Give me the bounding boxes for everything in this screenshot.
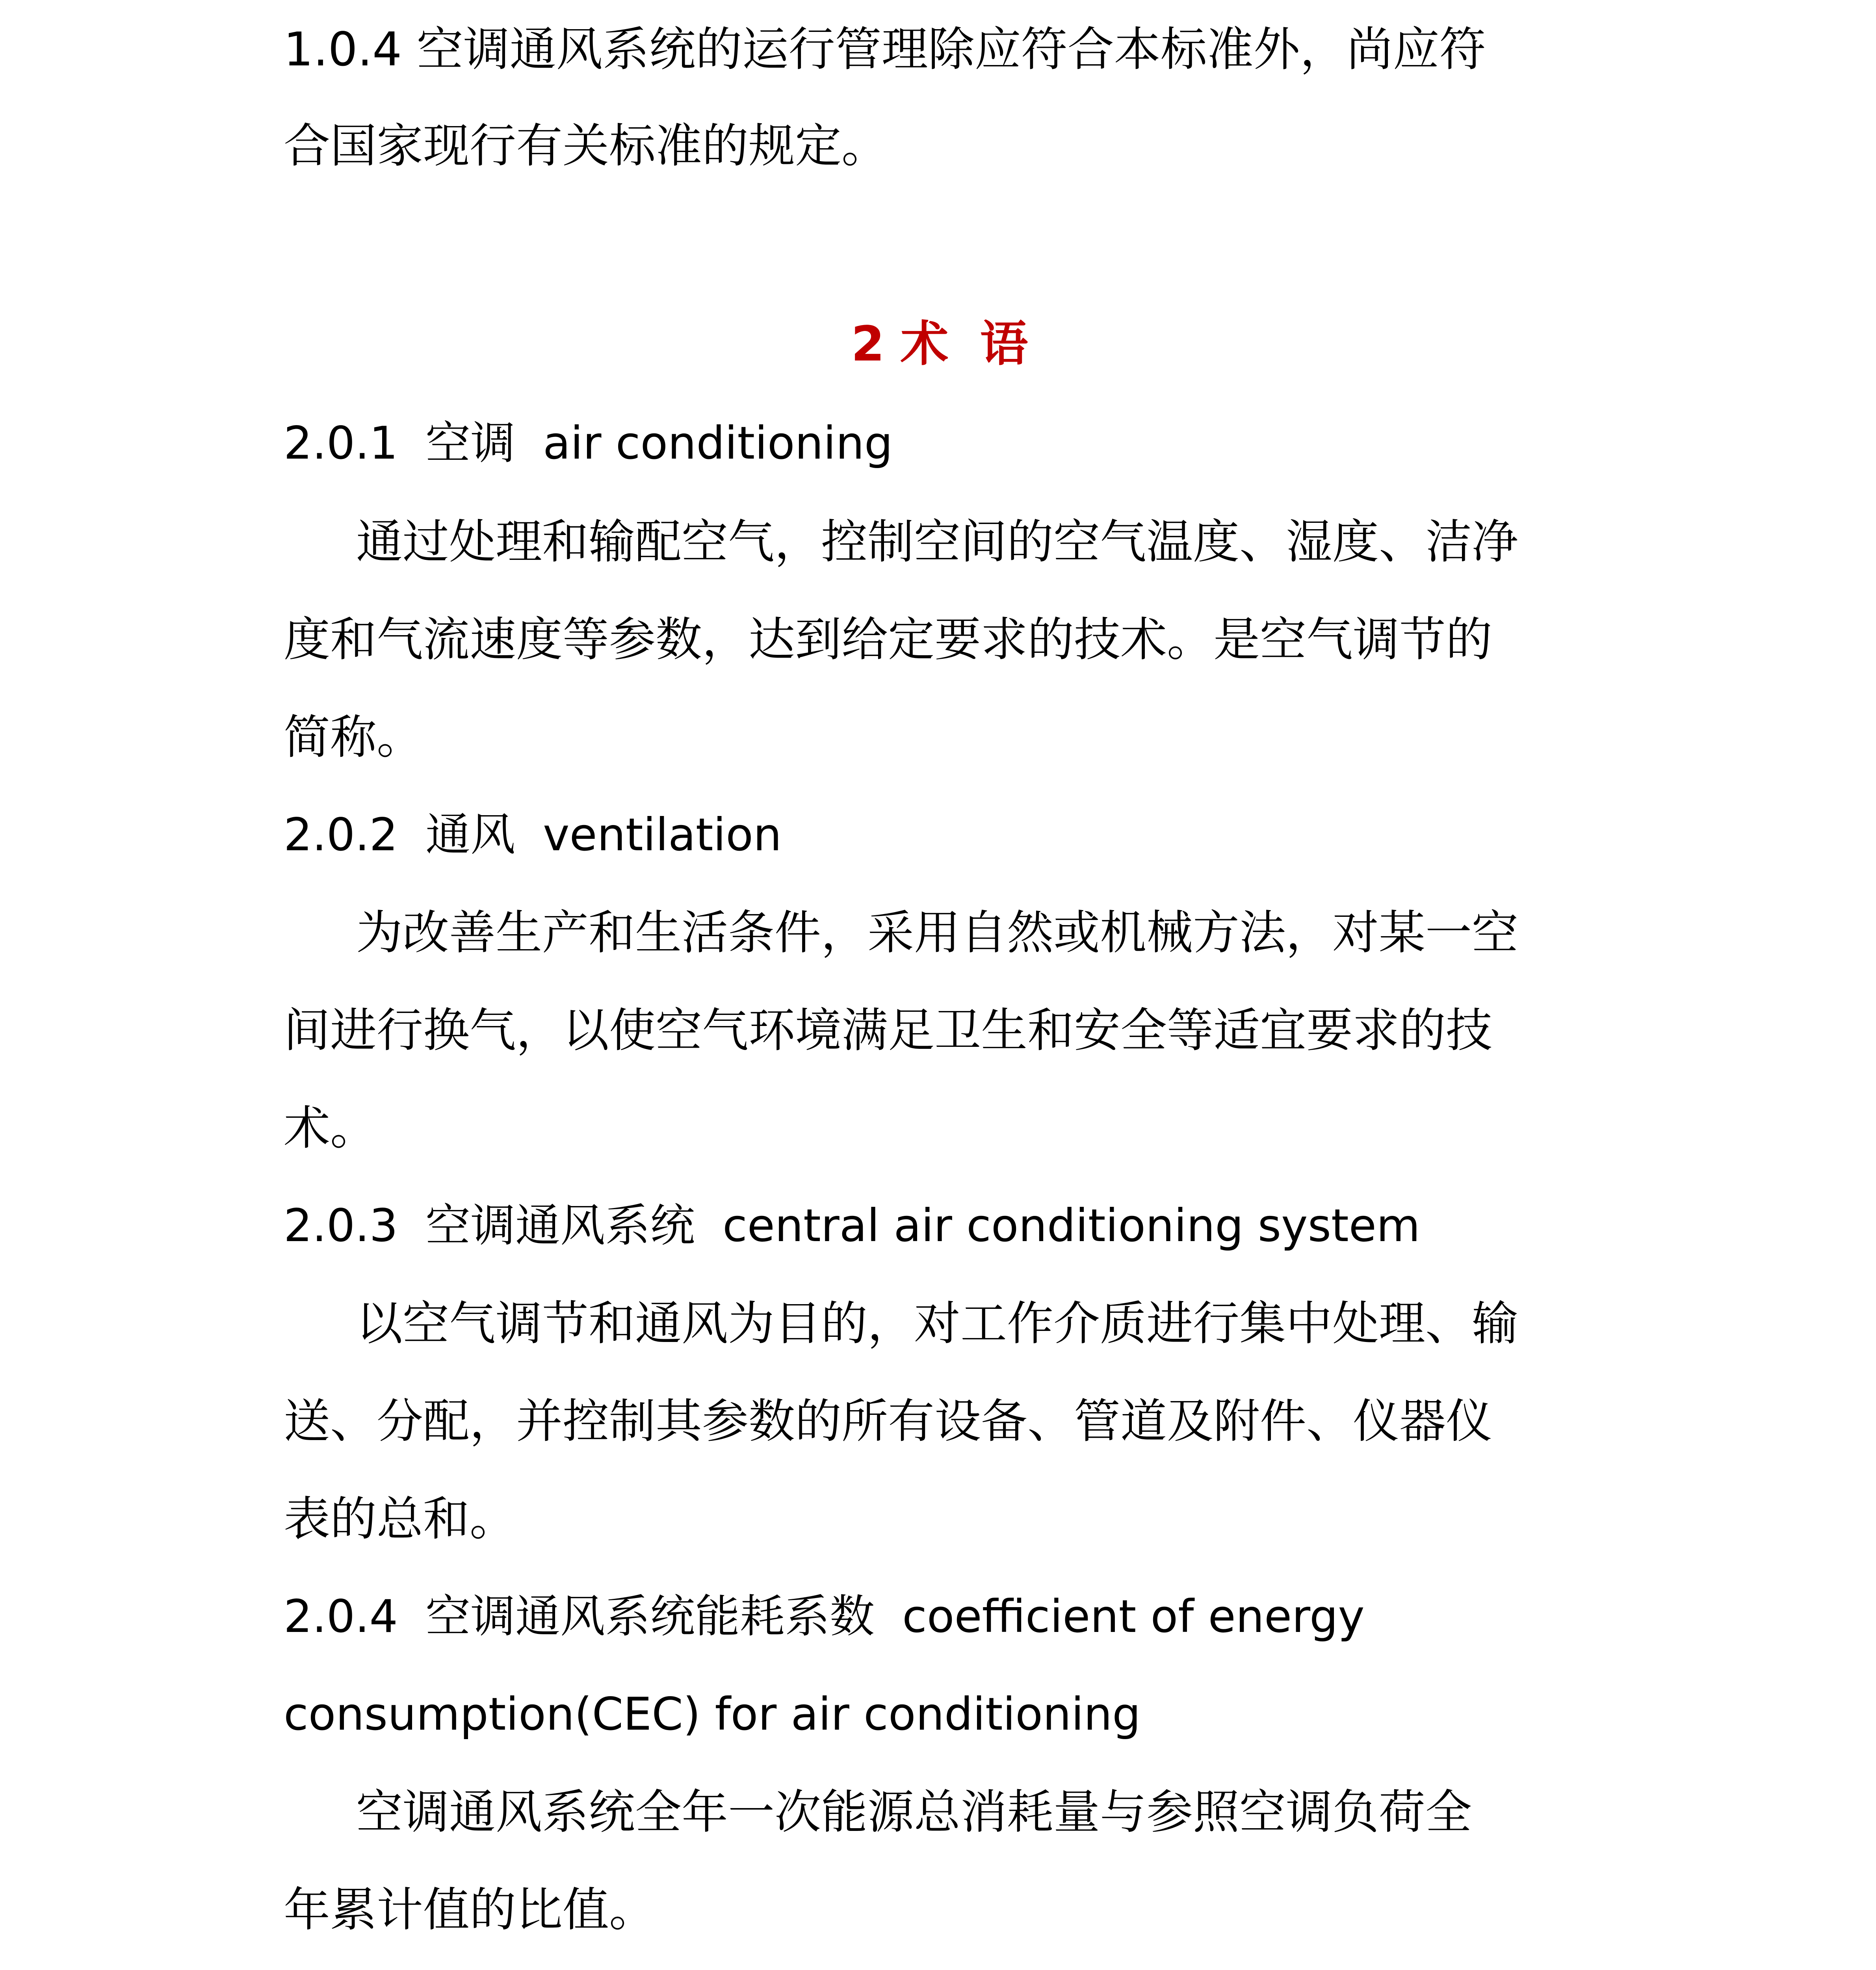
term-english: central air conditioning system (723, 1199, 1420, 1252)
section-number: 2.0.4 (284, 1590, 398, 1643)
term-2-0-2-definition-line-1: 为改善生产和生活条件，采用自然或机械方法，对某一空 (356, 905, 1519, 960)
term-2-0-3-definition-line-3: 表的总和。 (284, 1492, 516, 1546)
chapter-title-char-1: 术 (900, 316, 949, 372)
term-chinese: 空调 (425, 417, 516, 469)
term-2-0-1-header (284, 414, 893, 473)
chapter-heading (284, 314, 1596, 374)
term-2-0-4-definition-line-1: 空调通风系统全年一次能源总消耗量与参照空调负荷全 (356, 1785, 1472, 1839)
term-2-0-3-header (284, 1196, 1420, 1255)
clause-1-0-4-line-2: 合国家现行有关标准的规定。 (284, 119, 888, 173)
section-number: 2.0.1 (284, 417, 398, 469)
clause-1-0-4-line-1: 1.0.4 空调通风系统的运行管理除应符合本标准外，尚应符 (284, 22, 1486, 76)
term-2-0-1-definition-line-3: 简称。 (284, 710, 423, 764)
term-2-0-2-header (284, 805, 782, 864)
term-2-0-2-definition-line-2: 间进行换气，以使空气环境满足卫生和安全等适宜要求的技 (284, 1003, 1493, 1057)
term-chinese: 空调通风系统能耗系数 (425, 1590, 875, 1643)
term-english: ventilation (543, 808, 782, 861)
term-2-0-2-definition-line-3: 术。 (284, 1101, 377, 1155)
section-number: 2.0.2 (284, 808, 398, 861)
term-2-0-4-header (284, 1587, 1365, 1646)
term-2-0-3-definition-line-1: 以空气调节和通风为目的，对工作介质进行集中处理、输 (356, 1296, 1519, 1351)
term-2-0-1-definition-line-1: 通过处理和输配空气，控制空间的空气温度、湿度、洁净 (356, 515, 1519, 569)
term-2-0-4-header-continued: consumption(CEC) for air conditioning (284, 1688, 1141, 1740)
term-chinese: 空调通风系统 (425, 1199, 695, 1252)
section-number: 2.0.3 (284, 1199, 398, 1252)
term-2-0-1-definition-line-2: 度和气流速度等参数，达到给定要求的技术。是空气调节的 (284, 612, 1493, 667)
term-2-0-4-definition-line-2: 年累计值的比值。 (284, 1883, 656, 1937)
chapter-number: 2 (851, 316, 885, 372)
term-chinese: 通风 (425, 808, 516, 861)
term-english: air conditioning (543, 417, 893, 469)
chapter-title-char-2: 语 (980, 316, 1028, 372)
term-2-0-3-definition-line-2: 送、分配，并控制其参数的所有设备、管道及附件、仪器仪 (284, 1394, 1493, 1448)
term-english: coefficient of energy (902, 1590, 1365, 1643)
